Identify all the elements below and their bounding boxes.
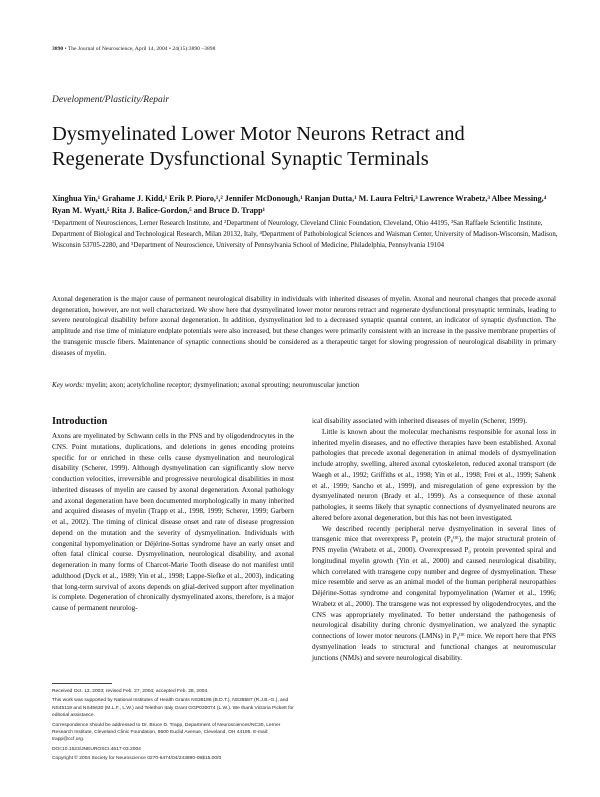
footnote-rule: [52, 683, 112, 684]
keywords: [52, 380, 556, 391]
author-list: Xinghua Yin,¹ Grahame J. Kidd,¹ Erik P. Pioro,¹,² Jennifer McDonough,¹ Ranjan Dutta,¹ M. Laura Feltri,³ Lawrence Wrabetz,³ Albee Messing,⁴ Ryan M. Wyatt,⁵ Rita J. Balice-Gordon,⁵ and Bruce D. Trapp¹: [52, 194, 547, 215]
intro-paragraph-2: Little is known about the molecular mechanisms responsible for axonal loss in inherited myelin diseases, and no effective therapies have been established. Axonal pathologies that precede axonal degeneration in animal models of dysmyelination include atrophy, swelling, altered axonal cytoskeleton, reduced axonal transport (de Waegh et al., 1992; Griffiths et al., 1998; Yin et al., 1998; Frei et al., 1999; Sahenk et al., 1999; Sancho et al., 1999), and misregulation of gene expression by the dysmyelinated neuron (Brady et al., 1999). As a consequence of these axonal pathologies, it seems likely that synaptic connections of dysmyelinated neurons are altered before axonal degeneration, but this has not been investigated.: [312, 427, 556, 522]
intro-paragraph-3: We described recently peripheral nerve dysmyelination in several lines of transgenic mice that overexpress P₀ protein (P₀ᴼᴱ), the major structural protein of PNS myelin (Wrabetz et al., 2000). Overexpressed P₀ protein prevented spiral and longitudinal myelin growth (Yin et al., 2000) and caused neurological disability, which correlated with transgene copy number and degree of dysmyelination. These mice resemble and serve as an animal model of the human peripheral neuropathies Déjérine-Sottas syndrome and congenital hypomyelination (Warner et al., 1996; Wrabetz et al., 2000). The transgene was not expressed by oligodendrocytes, and the CNS was appropriately myelinated. To better understand the pathogenesis of neurological disability during chronic dysmyelination, we analyzed the synaptic connections of lower motor neurons (LMNs) in P₀ᴼᴱ mice. We report here that PNS dysmyelination leads to structural and functional changes at neuromuscular junctions (NMJs) and severe neurological disability.: [312, 524, 556, 662]
footnote-support: This work was supported by National Institutes of Health Grants NS38186 (B.D.T.), NS38587 (R.J.B.-G.), and NS45119 and NS45630 (M.L.F., L.W.) and Telethon Italy Grant GGP030074 (L.W.). We thank Victoria Pickett for editorial assistance.: [52, 698, 294, 719]
right-column: [312, 416, 556, 663]
footnote-correspondence: Correspondence should be addressed to Dr. Bruce D. Trapp, Department of Neurosciences/NC30, Lerner Research Institute, Cleveland Clinic Foundation, 9500 Euclid Avenue, Cleveland, OH 44195. E-mail: trapp@ccf.org.: [52, 722, 281, 743]
left-column: [52, 416, 294, 614]
section-label: Development/Plasticity/Repair: [52, 95, 170, 105]
intro-paragraph-1: Axons are myelinated by Schwann cells in the PNS and by oligodendrocytes in the CNS. Point mutations, duplications, and deletions in genes encoding proteins specific for or enriched in these cells cause dysmyelination and neurological disability (Scherer, 1999). Although dysmyelination can significantly slow nerve conduction velocities, irreversible and progressive neurological disabilities in most inherited diseases of myelin are caused by axonal degeneration. Axonal pathology and axonal degeneration have been documented morphologically in many inherited and acquired diseases of myelin (Trapp et al., 1998, 1999; Scherer, 1999; Garbern et al., 2002). The timing of clinical disease onset and rate of disease progression depend on the mutation and the severity of dysmyelination. Individuals with congenital hypomyelination or Déjérine-Sottas syndrome have an early onset and often fatal clinical course. Dysmyelination, neurological disability, and axonal degeneration in many forms of Charcot-Marie Tooth disease do not manifest until adulthood (Dyck et al., 1989; Yin et al., 1998; Lappe-Siefke et al., 2003), indicating that long-term survival of axons depends on glial-derived support after myelination is complete. Degeneration of chronically dysmyelinated axons, therefore, is a major cause of permanent neurolog-: [52, 432, 294, 612]
article-title: Dysmyelinated Lower Motor Neurons Retract and Regenerate Dysfunctional Synaptic Terminals: [52, 123, 465, 170]
abstract: Axonal degeneration is the major cause of permanent neurological disability in individuals with inherited diseases of myelin. Axonal and neuronal changes that precede axonal degeneration, however, are not well characterized. We show here that dysmyelinated lower motor neurons retract and regenerate dysfunctional presynaptic terminals, leading to severe neurological disability before axonal degeneration. In addition, dysmyelination led to a decreased synaptic quantal content, an indicator of synaptic dysfunction. The amplitude and rise time of miniature endplate potentials were also increased, but these changes were primarily consistent with an increase in the passive membrane properties of the transgenic muscle fibers. Maintenance of synaptic connections should be considered as a therapeutic target for slowing progression of neurological disability in primary diseases of myelin.: [52, 295, 556, 357]
footnotes: [52, 688, 296, 763]
footnote-doi: DOI:10.1523/JNEUROSCI.4617-03.2004: [52, 746, 141, 752]
affiliations: ¹Department of Neurosciences, Lerner Research Institute, and ²Department of Neurology, Cleveland Clinic Foundation, Cleveland, Ohio 44195, ³San Raffaele Scientific Institute, Department of Biological and Technological Research, Milan 20132, Italy, ⁴Department of Pathobiological Sciences and Waisman Center, University of Madison-Wisconsin, Madison, Wisconsin 53705-2280, and ⁵Department of Neuroscience, University of Pennsylvania School of Medicine, Philadelphia, Pennsylvania 19104: [52, 220, 558, 249]
introduction-heading: Introduction: [52, 416, 108, 427]
keywords-label: Key words:: [52, 381, 85, 389]
keywords-text: myelin; axon; acetylcholine receptor; dysmyelination; axonal sprouting; neuromuscular junction: [84, 381, 360, 389]
page-number: 3890: [52, 46, 64, 52]
footnote-received: Received Oct. 13, 2003; revised Feb. 27, 2004; accepted Feb. 28, 2004.: [52, 689, 209, 694]
intro-paragraph-1-continued: ical disability associated with inherited diseases of myelin (Scherer, 1999).: [312, 417, 528, 425]
footnote-copyright: Copyright © 2004 Society for Neuroscience 0270-6474/04/243890-09$15.00/0: [52, 756, 222, 762]
running-head: [52, 46, 215, 52]
journal-citation: • The Journal of Neuroscience, April 14, 2004 • 24(15):3890 –3898: [63, 46, 216, 52]
